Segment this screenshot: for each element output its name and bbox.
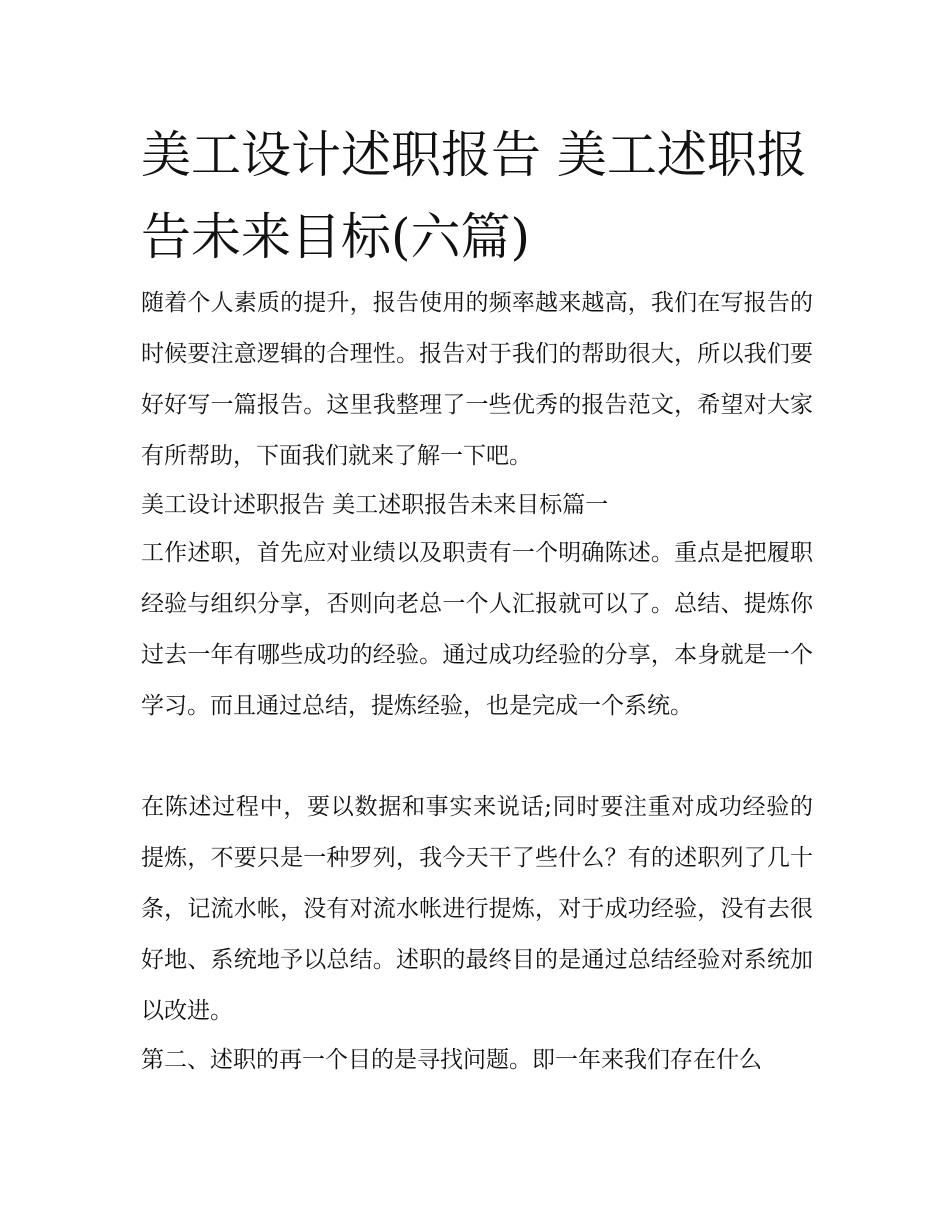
section-heading: 美工设计述职报告 美工述职报告未来目标篇一 xyxy=(141,492,609,518)
intro-paragraph: 随着个人素质的提升，报告使用的频率越来越高，我们在写报告的时候要注意逻辑的合理性。报告对于我们的帮助很大，所以我们要好好写一篇报告。这里我整理了一些优秀的报告范文，希望对大家有所帮助，下面我们就来了解一下吧。 xyxy=(141,290,813,469)
body-paragraph-1: 工作述职，首先应对业绩以及职责有一个明确陈述。重点是把履职经验与组织分享，否则向老总一个人汇报就可以了。总结、提炼你过去一年有哪些成功的经验。通过成功经验的分享，本身就是一个学习。而且通过总结，提炼经验，也是完成一个系统。 xyxy=(141,540,813,719)
document-page xyxy=(141,0,813,1229)
body-paragraph-3: 第二、述职的再一个目的是寻找问题。即一年来我们存在什么 xyxy=(141,1047,762,1073)
document-title: 美工设计述职报告 美工述职报告未来目标(六篇) xyxy=(141,126,807,266)
body-paragraph-2: 在陈述过程中，要以数据和事实来说话;同时要注重对成功经验的提炼，不要只是一种罗列，我今天干了些什么？有的述职列了几十条，记流水帐，没有对流水帐进行提炼，对于成功经验，没有去很好地、系统地予以总结。述职的最终目的是通过总结经验对系统加以改进。 xyxy=(141,794,813,1024)
